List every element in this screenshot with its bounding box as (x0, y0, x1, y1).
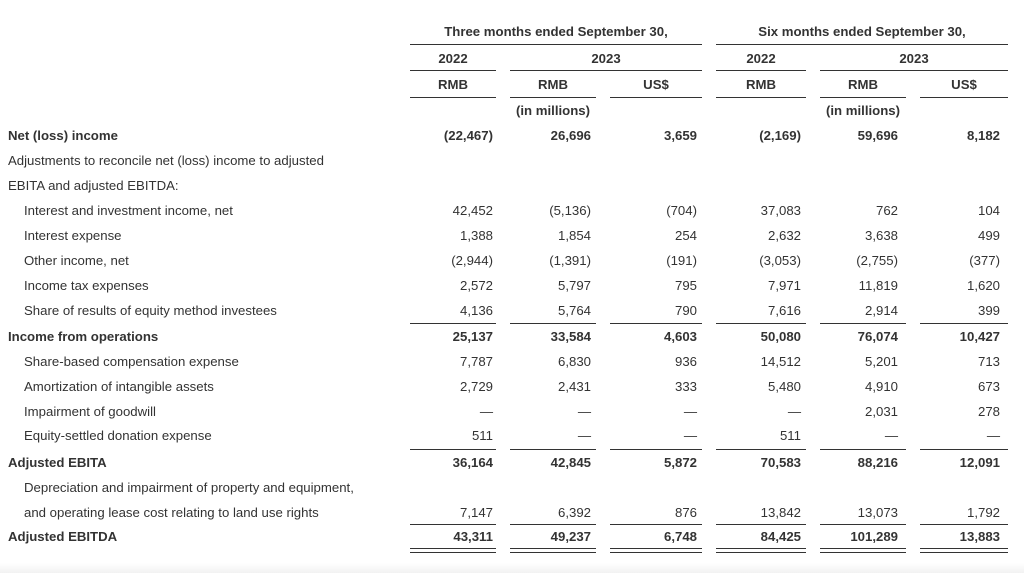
table-cell: 33,584 (550, 329, 591, 344)
total-double-underline (410, 548, 496, 553)
total-double-underline (920, 548, 1008, 553)
table-cell: 5,797 (557, 278, 591, 293)
table-cell: 101,289 (850, 529, 898, 544)
table-cell: 1,792 (966, 505, 1000, 520)
currency-header: RMB (745, 77, 777, 92)
year-header: 2022 (746, 51, 776, 66)
table-cell: 2,431 (557, 379, 591, 394)
subtotal-line (610, 524, 702, 525)
table-cell: (3,053) (759, 253, 801, 268)
year-underline (410, 70, 496, 71)
table-cell: 673 (977, 379, 1000, 394)
subtotal-line (920, 524, 1008, 525)
year-header: 2023 (899, 51, 929, 66)
row-label-adjusted-ebitda: Adjusted EBITDA (8, 529, 118, 544)
unit-note: (in millions) (826, 103, 900, 118)
table-cell: 2,632 (767, 228, 801, 243)
row-label-goodwill: Impairment of goodwill (24, 404, 156, 419)
table-cell: 254 (674, 228, 697, 243)
table-cell: 399 (977, 303, 1000, 318)
table-cell: 790 (674, 303, 697, 318)
group-title-six-months: Six months ended September 30, (758, 24, 966, 39)
table-cell: 4,910 (864, 379, 898, 394)
table-cell: 499 (977, 228, 1000, 243)
currency-header: US$ (951, 77, 977, 92)
table-cell: 37,083 (760, 203, 801, 218)
subtotal-line (610, 323, 702, 324)
group-underline (410, 44, 702, 45)
table-cell: 13,842 (760, 505, 801, 520)
table-cell: 5,872 (663, 455, 697, 470)
row-label-depreciation-cont: and operating lease cost relating to land use rights (24, 505, 319, 520)
row-label-income-operations: Income from operations (8, 329, 159, 344)
table-cell: 511 (779, 428, 801, 443)
currency-header: US$ (643, 77, 669, 92)
table-cell: 7,971 (767, 278, 801, 293)
total-double-underline (610, 548, 702, 553)
table-cell: 13,073 (857, 505, 898, 520)
table-cell: 6,830 (557, 354, 591, 369)
currency-header: RMB (537, 77, 569, 92)
table-cell: (377) (969, 253, 1000, 268)
subtotal-line (716, 323, 806, 324)
table-cell: 7,147 (459, 505, 493, 520)
subtotal-line (716, 449, 806, 450)
table-cell: (191) (666, 253, 697, 268)
table-cell: 104 (977, 203, 1000, 218)
table-cell: 50,080 (760, 329, 801, 344)
year-header: 2022 (438, 51, 468, 66)
subtotal-line (716, 524, 806, 525)
currency-header: RMB (847, 77, 879, 92)
subtotal-line (820, 323, 906, 324)
table-cell: — (577, 404, 591, 419)
currency-underline (820, 97, 906, 98)
table-cell: 13,883 (959, 529, 1000, 544)
group-underline (716, 44, 1008, 45)
currency-header: RMB (437, 77, 469, 92)
row-label-interest-expense: Interest expense (24, 228, 122, 243)
year-header: 2023 (591, 51, 621, 66)
table-cell: 713 (977, 354, 1000, 369)
table-cell: 5,764 (557, 303, 591, 318)
table-cell: 88,216 (857, 455, 898, 470)
row-label-adjusted-ebita: Adjusted EBITA (8, 455, 107, 470)
table-cell: 43,311 (453, 529, 493, 544)
table-cell: 2,729 (459, 379, 493, 394)
table-cell: (704) (666, 203, 697, 218)
row-label-equity-investees: Share of results of equity method investees (24, 303, 277, 318)
subtotal-line (410, 449, 496, 450)
currency-underline (510, 97, 596, 98)
subtotal-line (410, 524, 496, 525)
table-cell: 936 (674, 354, 697, 369)
table-cell: 70,583 (760, 455, 801, 470)
table-cell: 59,696 (857, 128, 898, 143)
row-label-donation: Equity-settled donation expense (24, 428, 212, 443)
subtotal-line (510, 323, 596, 324)
table-cell: — (787, 404, 801, 419)
table-cell: 2,031 (864, 404, 898, 419)
subtotal-line (510, 449, 596, 450)
table-cell: (5,136) (549, 203, 591, 218)
subtotal-line (820, 524, 906, 525)
table-cell: 1,620 (966, 278, 1000, 293)
table-cell: 36,164 (452, 455, 493, 470)
subtotal-line (410, 323, 496, 324)
subtotal-line (610, 449, 702, 450)
table-cell: 278 (977, 404, 1000, 419)
table-cell: — (884, 428, 898, 443)
row-label-adjustments-cont: EBITA and adjusted EBITDA: (8, 178, 179, 193)
table-cell: 14,512 (760, 354, 801, 369)
table-cell: (2,944) (451, 253, 493, 268)
unit-note: (in millions) (516, 103, 590, 118)
table-cell: (22,467) (443, 128, 493, 143)
table-cell: 42,845 (550, 455, 591, 470)
table-cell: 7,787 (459, 354, 493, 369)
table-cell: (2,169) (759, 128, 801, 143)
table-cell: 1,388 (459, 228, 493, 243)
year-underline (820, 70, 1008, 71)
table-cell: 11,819 (858, 278, 898, 293)
currency-underline (920, 97, 1008, 98)
table-cell: 26,696 (550, 128, 591, 143)
total-double-underline (510, 548, 596, 553)
table-cell: 762 (875, 203, 898, 218)
table-cell: 333 (674, 379, 697, 394)
table-cell: 3,659 (663, 128, 697, 143)
subtotal-line (510, 524, 596, 525)
page-edge (0, 563, 1024, 573)
subtotal-line (920, 449, 1008, 450)
table-cell: 10,427 (959, 329, 1000, 344)
table-cell: — (479, 404, 493, 419)
total-double-underline (716, 548, 806, 553)
row-label-amortization: Amortization of intangible assets (24, 379, 214, 394)
row-label-income-tax: Income tax expenses (24, 278, 149, 293)
table-cell: 84,425 (760, 529, 801, 544)
subtotal-line (920, 323, 1008, 324)
row-label-depreciation: Depreciation and impairment of property and equipment, (24, 480, 354, 495)
table-cell: 25,137 (452, 329, 493, 344)
currency-underline (410, 97, 496, 98)
table-cell: 76,074 (857, 329, 898, 344)
table-cell: — (577, 428, 591, 443)
table-cell: (2,755) (856, 253, 898, 268)
table-cell: 5,201 (864, 354, 898, 369)
table-cell: 8,182 (966, 128, 1000, 143)
year-underline (716, 70, 806, 71)
row-label-net-income: Net (loss) income (8, 128, 118, 143)
subtotal-line (820, 449, 906, 450)
table-cell: 2,914 (864, 303, 898, 318)
table-cell: 7,616 (767, 303, 801, 318)
table-cell: 4,136 (459, 303, 493, 318)
row-label-interest-income: Interest and investment income, net (24, 203, 233, 218)
currency-underline (716, 97, 806, 98)
table-cell: 4,603 (663, 329, 697, 344)
group-title-three-months: Three months ended September 30, (444, 24, 668, 39)
row-label-share-based-comp: Share-based compensation expense (24, 354, 239, 369)
table-cell: 5,480 (767, 379, 801, 394)
table-cell: 511 (471, 428, 493, 443)
year-underline (510, 70, 702, 71)
table-cell: 2,572 (459, 278, 493, 293)
row-label-other-income: Other income, net (24, 253, 129, 268)
table-cell: 49,237 (550, 529, 591, 544)
table-cell: 42,452 (452, 203, 493, 218)
table-cell: (1,391) (549, 253, 591, 268)
table-cell: 795 (674, 278, 697, 293)
table-cell: 12,091 (959, 455, 1000, 470)
row-label-adjustments: Adjustments to reconcile net (loss) income to adjusted (8, 153, 324, 168)
table-cell: — (986, 428, 1000, 443)
total-double-underline (820, 548, 906, 553)
table-cell: — (683, 404, 697, 419)
table-cell: 1,854 (557, 228, 591, 243)
currency-underline (610, 97, 702, 98)
table-cell: 6,392 (557, 505, 591, 520)
table-cell: 6,748 (663, 529, 697, 544)
table-cell: — (683, 428, 697, 443)
table-cell: 3,638 (864, 228, 898, 243)
table-cell: 876 (674, 505, 697, 520)
